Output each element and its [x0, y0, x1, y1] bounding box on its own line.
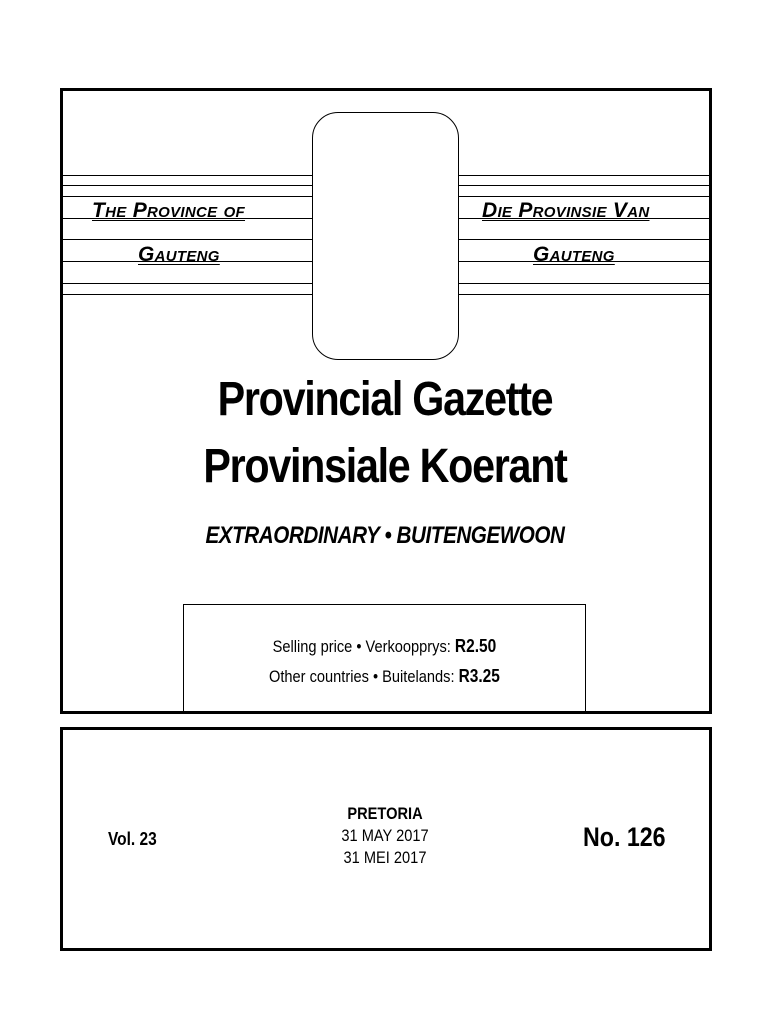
banner-rule [457, 196, 709, 197]
issue-date-afrikaans: 31 MEI 2017 [343, 848, 427, 867]
edition-label: EXTRAORDINARY • BUITENGEWOON [205, 522, 565, 549]
issue-date-english: 31 MAY 2017 [341, 826, 429, 845]
banner-rule [457, 175, 709, 176]
volume-label: Vol. 23 [108, 829, 157, 849]
price-local-value: R2.50 [454, 636, 497, 656]
price-line-foreign [212, 666, 557, 687]
issue-number: No. 126 [583, 822, 666, 852]
price-line-local [212, 636, 557, 657]
gazette-title-afrikaans: Provinsiale Koerant [203, 440, 567, 493]
banner-rule [457, 239, 709, 240]
banner-rule [457, 283, 709, 284]
header-right-line2: Gauteng [533, 243, 615, 266]
banner-rule [60, 239, 314, 240]
banner-rule [60, 196, 314, 197]
header-left-line2: Gauteng [138, 243, 220, 266]
price-local-label: Selling price • Verkoopprys: [272, 637, 455, 656]
banner-rule [60, 283, 314, 284]
banner-rule [60, 175, 314, 176]
gazette-title-english: Provincial Gazette [217, 373, 553, 426]
price-foreign-value: R3.25 [458, 666, 500, 686]
price-box [183, 604, 586, 711]
issue-city: PRETORIA [347, 804, 423, 823]
header-right-line1: Die Provinsie Van [482, 199, 650, 222]
banner-rule [60, 294, 314, 295]
banner-rule [60, 185, 314, 186]
issue-date-block [299, 803, 471, 869]
header-left-line1: The Province of [92, 199, 246, 222]
coat-of-arms-frame [312, 112, 459, 360]
banner-rule [457, 185, 709, 186]
price-foreign-label: Other countries • Buitelands: [268, 667, 459, 686]
banner-rule [457, 294, 709, 295]
